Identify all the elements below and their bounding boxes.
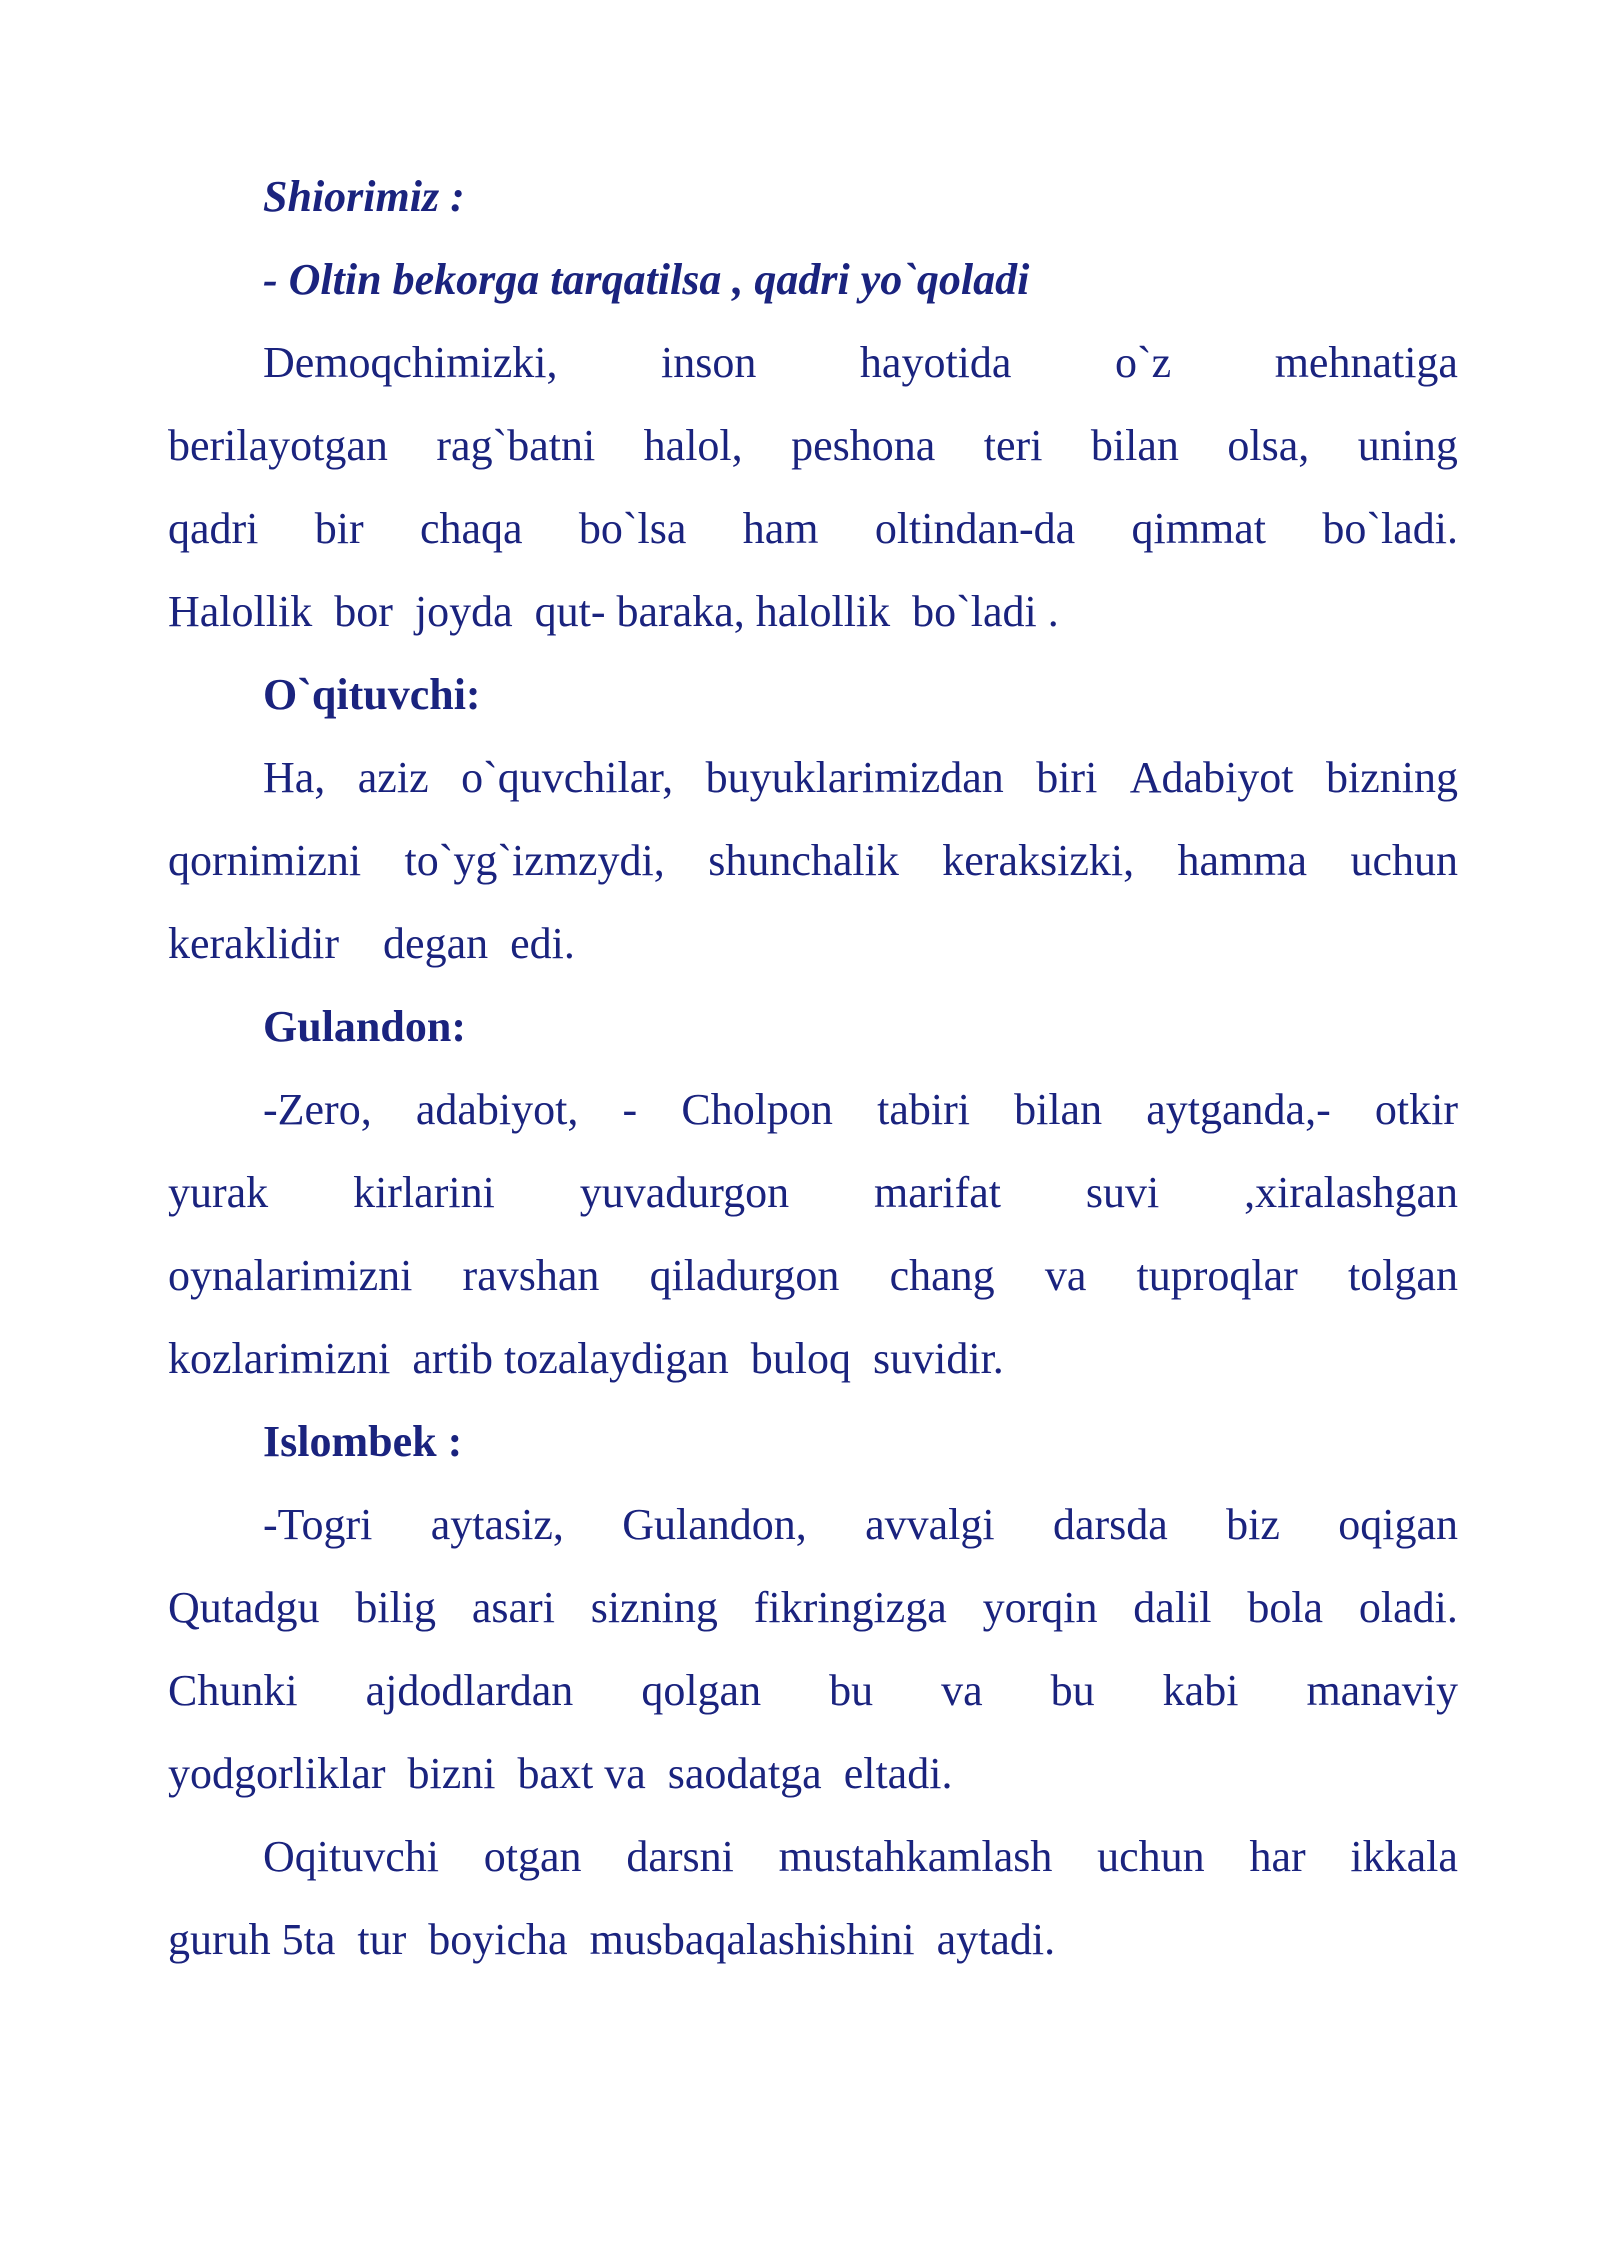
word: halol, xyxy=(643,421,743,470)
word: oltindan-da xyxy=(874,504,1076,553)
word: adabiyot, xyxy=(415,1085,579,1134)
word: tuproqlar xyxy=(1136,1251,1298,1300)
word: yorqin xyxy=(982,1583,1098,1632)
word: yurak xyxy=(168,1168,269,1217)
word: dalil xyxy=(1133,1583,1212,1632)
word: otgan xyxy=(483,1832,582,1881)
word: aytganda,- xyxy=(1146,1085,1331,1134)
word: -Togri xyxy=(263,1500,373,1549)
word: uning xyxy=(1357,421,1458,470)
word: hayotida xyxy=(859,338,1012,387)
word: biri xyxy=(1036,753,1098,802)
motto-label: Shiorimiz : xyxy=(263,172,465,221)
word: Qutadgu xyxy=(168,1583,320,1632)
word: manaviy xyxy=(1306,1666,1458,1715)
word: otkir xyxy=(1374,1085,1458,1134)
word: darsni xyxy=(626,1832,734,1881)
word: tabiri xyxy=(877,1085,970,1134)
word: kirlarini xyxy=(353,1168,495,1217)
word: teri xyxy=(983,421,1043,470)
word: va xyxy=(1044,1251,1087,1300)
para4-line3 xyxy=(168,1649,1458,1732)
word: Demoqchimizki, xyxy=(263,338,558,387)
para1-line1 xyxy=(168,321,1458,404)
word: biz xyxy=(1226,1500,1280,1549)
word: tolgan xyxy=(1347,1251,1458,1300)
word: oqigan xyxy=(1338,1500,1458,1549)
word: ajdodlardan xyxy=(365,1666,574,1715)
word: va xyxy=(941,1666,983,1715)
word: oladi. xyxy=(1358,1583,1458,1632)
word: mehnatiga xyxy=(1274,338,1458,387)
para4-line2 xyxy=(168,1566,1458,1649)
para4-line1 xyxy=(168,1483,1458,1566)
word: qolgan xyxy=(641,1666,762,1715)
word: buyuklarimizdan xyxy=(705,753,1004,802)
para4-line4: yodgorliklar bizni baxt va saodatga eltadi. xyxy=(168,1749,953,1798)
word: aziz xyxy=(357,753,429,802)
speaker-gulandon: Gulandon: xyxy=(263,1002,466,1051)
word: -Zero, xyxy=(263,1085,372,1134)
word: rag`batni xyxy=(436,421,596,470)
word: bilan xyxy=(1014,1085,1103,1134)
word: mustahkamlash xyxy=(778,1832,1053,1881)
word: olsa, xyxy=(1227,421,1310,470)
speaker-islombek: Islombek : xyxy=(263,1417,463,1466)
word: chang xyxy=(889,1251,995,1300)
motto-text: - Oltin bekorga tarqatilsa , qadri yo`qoladi xyxy=(263,255,1030,304)
para1-line2 xyxy=(168,404,1458,487)
para1-line4: Halollik bor joyda qut- baraka, halollik bo`ladi . xyxy=(168,587,1059,636)
word: o`quvchilar, xyxy=(461,753,674,802)
word: Cholpon xyxy=(681,1085,833,1134)
word: o`z xyxy=(1114,338,1172,387)
word: fikringizga xyxy=(753,1583,947,1632)
para3-line1 xyxy=(168,1068,1458,1151)
word: ham xyxy=(742,504,819,553)
word: hamma xyxy=(1177,836,1308,885)
para5-line2: guruh 5ta tur boyicha musbaqalashishini aytadi. xyxy=(168,1915,1056,1964)
word: marifat xyxy=(873,1168,1002,1217)
word: ,xiralashgan xyxy=(1244,1168,1458,1217)
para3-line2 xyxy=(168,1151,1458,1234)
word: bilig xyxy=(355,1583,437,1632)
word: bu xyxy=(829,1666,874,1715)
word: shunchalik xyxy=(708,836,899,885)
word: to`yg`izmzydi, xyxy=(404,836,665,885)
word: keraksizki, xyxy=(942,836,1135,885)
word: bu xyxy=(1050,1666,1095,1715)
speaker-oqituvchi: O`qituvchi: xyxy=(263,670,481,719)
word: Adabiyot xyxy=(1129,753,1294,802)
para3-line4: kozlarimizni artib tozalaydigan buloq suvidir. xyxy=(168,1334,1004,1383)
para2-line2 xyxy=(168,819,1458,902)
word: qadri xyxy=(168,504,259,553)
word: kabi xyxy=(1162,1666,1239,1715)
word: darsda xyxy=(1052,1500,1168,1549)
word: bola xyxy=(1247,1583,1324,1632)
word: chaqa xyxy=(419,504,523,553)
word: peshona xyxy=(791,421,936,470)
word: bo`ladi. xyxy=(1322,504,1458,553)
word: bo`lsa xyxy=(578,504,687,553)
word: qornimizni xyxy=(168,836,362,885)
word: inson xyxy=(661,338,757,387)
word: uchun xyxy=(1350,836,1458,885)
word: avvalgi xyxy=(865,1500,995,1549)
para2-line1 xyxy=(168,736,1458,819)
word: Chunki xyxy=(168,1666,298,1715)
para2-line3: keraklidir degan edi. xyxy=(168,919,575,968)
word: qiladurgon xyxy=(649,1251,840,1300)
para3-line3 xyxy=(168,1234,1458,1317)
word: bir xyxy=(314,504,364,553)
word: ravshan xyxy=(462,1251,600,1300)
word: yuvadurgon xyxy=(579,1168,790,1217)
word: bizning xyxy=(1326,753,1458,802)
para1-line3 xyxy=(168,487,1458,570)
word: qimmat xyxy=(1131,504,1266,553)
document-page xyxy=(168,155,1458,1981)
word: bilan xyxy=(1090,421,1179,470)
word: asari xyxy=(471,1583,555,1632)
word: sizning xyxy=(590,1583,718,1632)
word: Ha, xyxy=(263,753,326,802)
word: - xyxy=(622,1085,638,1134)
word: ikkala xyxy=(1350,1832,1458,1881)
word: Gulandon, xyxy=(622,1500,807,1549)
word: berilayotgan xyxy=(168,421,388,470)
word: uchun xyxy=(1097,1832,1205,1881)
word: suvi xyxy=(1085,1168,1160,1217)
word: har xyxy=(1249,1832,1306,1881)
word: aytasiz, xyxy=(430,1500,564,1549)
word: Oqituvchi xyxy=(263,1832,439,1881)
para5-line1 xyxy=(168,1815,1458,1898)
word: oynalarimizni xyxy=(168,1251,413,1300)
